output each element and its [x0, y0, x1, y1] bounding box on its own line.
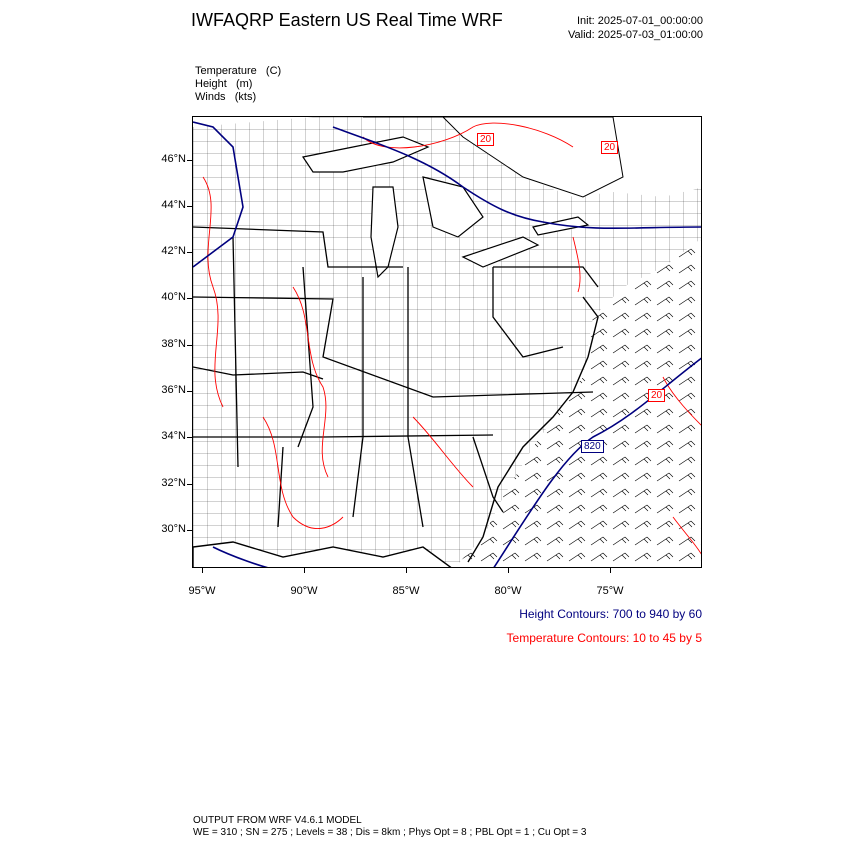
- lon-tick: [406, 568, 407, 573]
- map-canvas: [193, 117, 702, 568]
- lat-tick: [187, 484, 192, 485]
- field-temperature: Temperature (C): [195, 65, 282, 77]
- time-info: [568, 14, 703, 42]
- plot-title: IWFAQRP Eastern US Real Time WRF: [191, 10, 503, 30]
- lat-label: 32°N: [161, 477, 186, 489]
- field-winds: Winds (kts): [195, 91, 257, 103]
- lat-tick: [187, 298, 192, 299]
- lat-tick: [187, 437, 192, 438]
- map-panel: [192, 116, 702, 568]
- height-contour-note: Height Contours: 700 to 940 by 60: [519, 607, 702, 621]
- field-height: Height (m): [195, 78, 253, 90]
- lon-tick: [304, 568, 305, 573]
- temperature-contour-note: Temperature Contours: 10 to 45 by 5: [506, 631, 702, 645]
- model-config: WE = 310 ; SN = 275 ; Levels = 38 ; Dis = 8km ; Phys Opt = 8 ; PBL Opt = 1 ; Cu Opt = 3: [193, 827, 587, 838]
- lat-label: 44°N: [161, 199, 186, 211]
- lon-label: 85°W: [392, 585, 420, 597]
- lon-tick: [610, 568, 611, 573]
- lat-tick: [187, 345, 192, 346]
- temperature-label-a: 20: [477, 133, 494, 146]
- lat-label: 42°N: [161, 245, 186, 257]
- lon-label: 90°W: [290, 585, 318, 597]
- temperature-label-b: 20: [601, 141, 618, 154]
- lat-label: 34°N: [161, 430, 186, 442]
- lat-tick: [187, 206, 192, 207]
- init-time: Init: 2025-07-01_00:00:00: [577, 15, 703, 27]
- lon-label: 75°W: [596, 585, 624, 597]
- field-legend: [195, 65, 281, 104]
- temperature-label-c: 20: [648, 389, 665, 402]
- model-footer: [193, 815, 586, 839]
- lat-label: 46°N: [161, 153, 186, 165]
- lat-tick: [187, 160, 192, 161]
- lat-label: 38°N: [161, 338, 186, 350]
- lat-label: 40°N: [161, 291, 186, 303]
- model-version: OUTPUT FROM WRF V4.6.1 MODEL: [193, 815, 362, 826]
- lat-tick: [187, 530, 192, 531]
- lon-tick: [202, 568, 203, 573]
- lon-label: 80°W: [494, 585, 522, 597]
- lon-label: 95°W: [188, 585, 216, 597]
- lat-label: 36°N: [161, 384, 186, 396]
- lat-tick: [187, 391, 192, 392]
- valid-time: Valid: 2025-07-03_01:00:00: [568, 29, 703, 41]
- lat-label: 30°N: [161, 523, 186, 535]
- lon-tick: [508, 568, 509, 573]
- lat-tick: [187, 252, 192, 253]
- height-label-a: 820: [581, 440, 604, 453]
